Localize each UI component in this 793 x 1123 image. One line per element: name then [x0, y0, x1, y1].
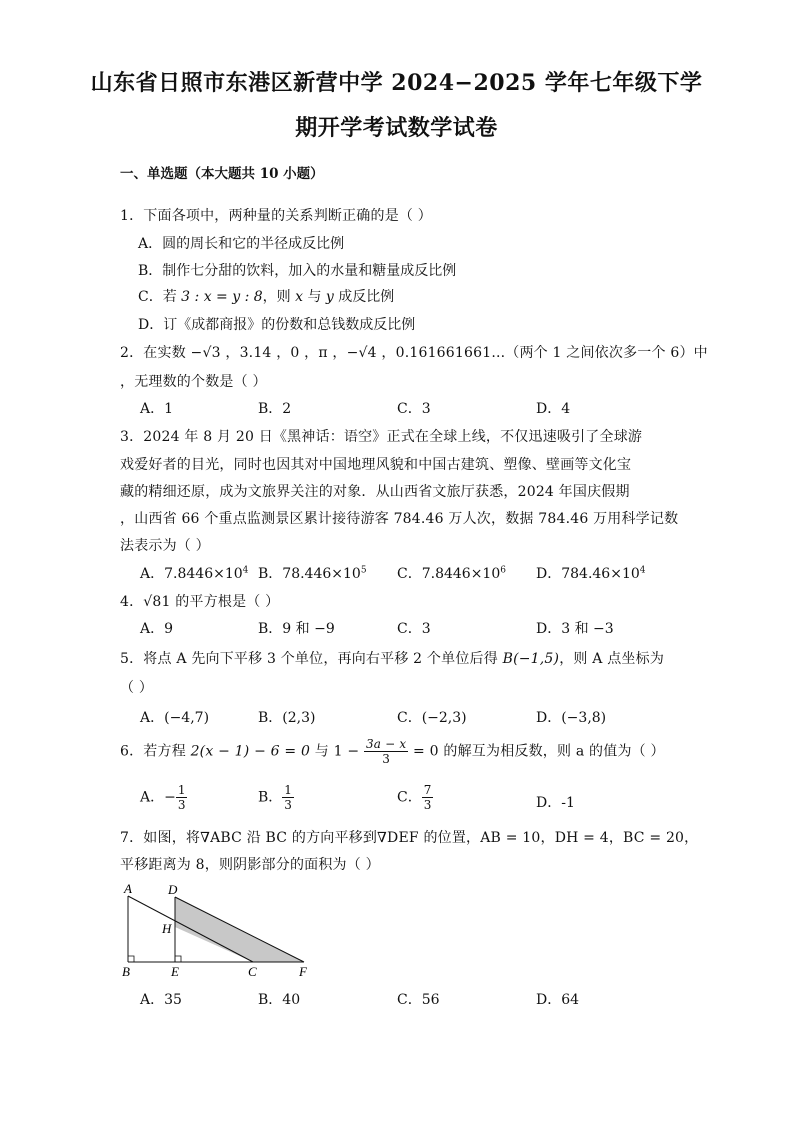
- q5-option-b: B．(2,3): [258, 710, 316, 726]
- q6-stem: [120, 737, 665, 766]
- q1-option-c-x: x: [295, 289, 304, 305]
- q6-option-b: [258, 783, 294, 812]
- q5-option-a: A．(−4,7): [140, 710, 210, 726]
- q7-label-a: A: [124, 881, 132, 896]
- q6-option-b-den: 3: [284, 798, 292, 812]
- q7-line1: 7．如图，将∇ABC 沿 BC 的方向平移到∇DEF 的位置，AB = 10，DH = 4，BC = 20，: [120, 830, 699, 846]
- q5-stem-line2: （ ）: [120, 680, 154, 696]
- q1-option-c-pre: C．若: [138, 289, 182, 305]
- q7-label-h: H: [162, 921, 172, 936]
- q6-option-b-label: B．: [258, 789, 283, 806]
- q4-option-a: A．9: [140, 621, 174, 637]
- q1-option-c-mid2: 与: [303, 289, 326, 305]
- q7-label-d: D: [168, 882, 178, 897]
- q3-option-a: [140, 563, 248, 583]
- q1-option-d: D．订《成都商报》的份数和总钱数成反比例: [138, 317, 416, 333]
- q7-label-c: C: [248, 964, 257, 979]
- q2-option-a: A．1: [140, 401, 174, 417]
- q7-right-angle-e: [175, 956, 181, 962]
- q5-option-d: D．(−3,8): [536, 710, 607, 726]
- q3-option-b-exp: 5: [360, 565, 367, 576]
- q3-option-a-exp: 4: [242, 565, 249, 576]
- q1-option-c-post: 成反比例: [333, 289, 395, 305]
- q6-fraction: [364, 737, 408, 766]
- section-heading: 一、单选题（本大题共 10 小题）: [120, 166, 324, 182]
- q6-option-d: D．-1: [536, 795, 575, 811]
- q7-line2: 平移距离为 8，则阴影部分的面积为（ ）: [120, 857, 380, 873]
- q6-stem-pre: 6．若方程: [120, 743, 191, 760]
- q1-option-c-y: y: [325, 289, 334, 305]
- q1-stem: 1．下面各项中，两种量的关系判断正确的是（ ）: [120, 208, 432, 224]
- q5-stem-line1: [120, 648, 664, 668]
- q6-option-c-num: 7: [423, 783, 432, 797]
- q3-option-b-base: B．78.446×10: [258, 566, 361, 582]
- q7-label-e: E: [171, 964, 179, 979]
- q6-option-b-num: 1: [284, 783, 292, 797]
- q1-option-c-mid: ，则: [262, 289, 296, 305]
- q5-stem-pre: 5．将点 A 先向下平移 3 个单位，再向右平移 2 个单位后得: [120, 651, 503, 667]
- q2-option-c: C．3: [397, 401, 431, 417]
- q3-option-c-exp: 6: [500, 565, 506, 576]
- q3-option-c-base: C．7.8446×10: [397, 566, 501, 582]
- q6-option-a-sign: A．−: [140, 789, 176, 806]
- q6-option-a-den: 3: [177, 798, 186, 812]
- q3-option-d: [536, 563, 646, 583]
- q3-option-c: [397, 563, 506, 583]
- q3-line3: 藏的精细还原，成为文旅界关注的对象．从山西省文旅厅获悉，2024 年国庆假期: [120, 484, 630, 500]
- q7-option-b: B．40: [258, 992, 301, 1008]
- q2-option-b: B．2: [258, 401, 292, 417]
- q6-option-c: [397, 783, 433, 812]
- q1-option-c: [138, 286, 394, 306]
- q5-stem-math: B(−1,5): [502, 651, 560, 667]
- q3-line5: 法表示为（ ）: [120, 538, 210, 554]
- q7-figure: [118, 880, 318, 980]
- q7-label-b: B: [122, 964, 130, 979]
- q6-fraction-den: 3: [382, 752, 391, 766]
- q6-option-c-label: C．: [397, 789, 422, 806]
- q2-stem-line2: ，无理数的个数是（ ）: [120, 374, 267, 390]
- q6-fraction-num: 3a − x: [365, 737, 407, 751]
- q2-stem-line1: 2．在实数 −√3 ，3.14 ，0 ，π ，−√4 ，0.161661661...（两个 1 之间依次多一个 6）中: [120, 345, 708, 361]
- q3-option-a-base: A．7.8446×10: [140, 566, 243, 582]
- q4-option-d: D．3 和 −3: [536, 621, 614, 637]
- q1-option-b: B．制作七分甜的饮料，加入的水量和糖量成反比例: [138, 263, 457, 279]
- q3-line1: 3．2024 年 8 月 20 日《黑神话：语空》正式在全球上线，不仅迅速吸引了全球游: [120, 429, 643, 445]
- q3-option-d-exp: 4: [639, 565, 646, 576]
- q3-option-d-base: D．784.46×10: [536, 566, 640, 582]
- q7-option-d: D．64: [536, 992, 580, 1008]
- q3-line4: ，山西省 66 个重点监测景区累计接待游客 784.46 万人次，数据 784.46 万用科学记数: [120, 511, 679, 527]
- q5-stem-post: ，则 A 点坐标为: [559, 651, 665, 667]
- q6-stem-post: 的解互为相反数，则 a 的值为（ ）: [438, 743, 665, 760]
- q6-mid: 与 1 −: [310, 743, 364, 760]
- q6-eq1: 2(x − 1) − 6 = 0: [190, 743, 311, 760]
- q6-option-b-frac: [282, 783, 294, 812]
- exam-title-line2: 期开学考试数学试卷: [295, 115, 498, 141]
- q6-option-a-num: 1: [177, 783, 186, 797]
- q6-option-a: [140, 783, 187, 812]
- exam-title-line1: 山东省日照市东港区新营中学 2024−2025 学年七年级下学: [90, 70, 703, 96]
- q7-right-angle-b: [128, 956, 134, 962]
- q6-option-c-frac: [422, 783, 434, 812]
- q7-label-f: F: [299, 964, 307, 979]
- q3-option-b: [258, 563, 367, 583]
- q5-option-c: C．(−2,3): [397, 710, 467, 726]
- q6-option-a-frac: [176, 783, 188, 812]
- q7-option-c: C．56: [397, 992, 440, 1008]
- q6-option-c-den: 3: [423, 798, 432, 812]
- q4-option-c: C．3: [397, 621, 431, 637]
- q4-option-b: B．9 和 −9: [258, 621, 335, 637]
- q2-option-d: D．4: [536, 401, 571, 417]
- q3-line2: 戏爱好者的目光，同时也因其对中国地理风貌和中国古建筑、塑像、壁画等文化宝: [120, 457, 632, 473]
- q6-eq2-post: = 0: [408, 743, 439, 760]
- q4-stem: 4．√81 的平方根是（ ）: [120, 594, 280, 610]
- q1-option-c-math: 3 : x = y : 8: [181, 289, 263, 305]
- q7-option-a: A．35: [140, 992, 182, 1008]
- q1-option-a: A．圆的周长和它的半径成反比例: [138, 236, 345, 252]
